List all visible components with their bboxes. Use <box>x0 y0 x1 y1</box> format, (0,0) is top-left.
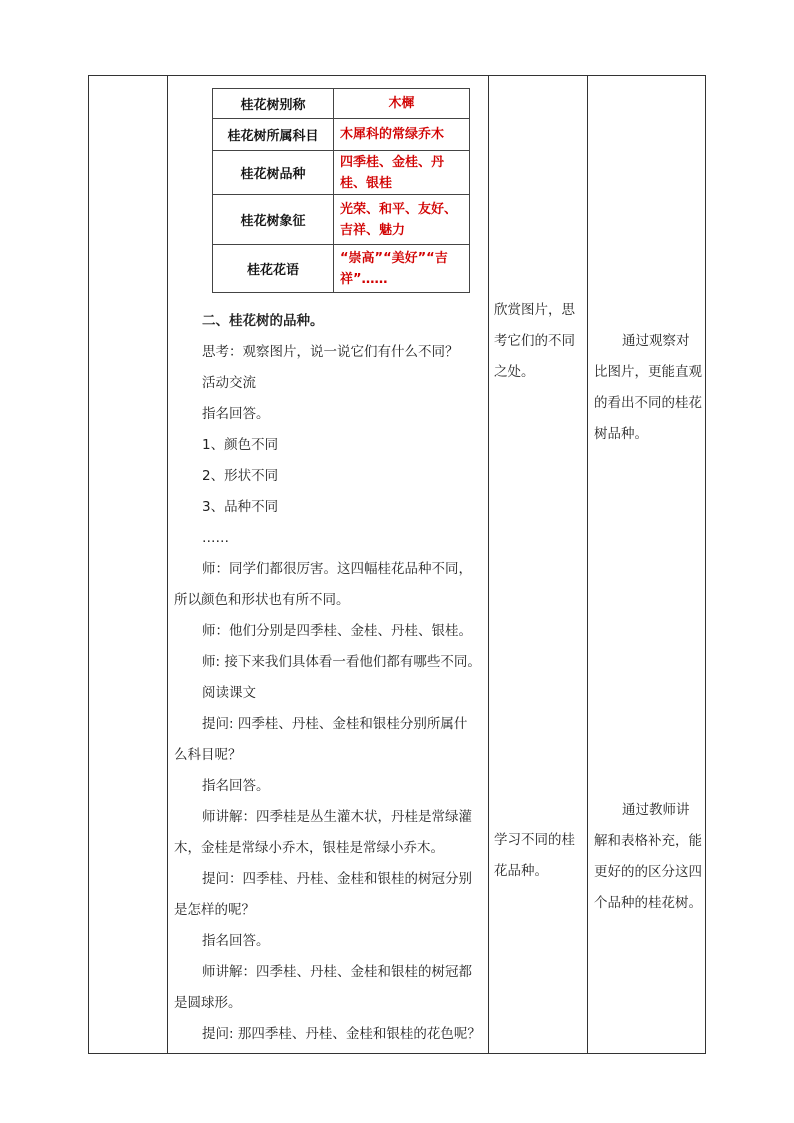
info-value: 四季桂、金桂、丹桂、银桂 <box>334 151 470 195</box>
column-divider-1 <box>167 75 168 1054</box>
content-line: 所以颜色和形状也有所不同。 <box>174 592 350 608</box>
design-purpose-text: 通过教师讲解和表格补充，能更好的的区分这四个品种的桂花树。 <box>594 802 702 911</box>
content-line: 2、形状不同 <box>202 468 279 484</box>
info-label: 桂花花语 <box>213 245 334 293</box>
content-line: 指名回答。 <box>202 406 270 422</box>
info-row <box>213 119 470 151</box>
content-line: 师: 接下来我们具体看一看他们都有哪些不同。 <box>202 654 481 670</box>
content-line: 指名回答。 <box>202 778 270 794</box>
info-value: 木犀科的常绿乔木 <box>334 119 470 151</box>
content-line: 是怎样的呢？ <box>174 902 255 918</box>
content-line: 师：同学们都很厉害。这四幅桂花品种不同， <box>202 561 472 577</box>
student-activity-1 <box>494 295 584 388</box>
design-purpose-1 <box>594 326 702 450</box>
design-purpose-2 <box>594 795 702 919</box>
column-divider-2 <box>488 75 489 1054</box>
info-row <box>213 245 470 293</box>
info-label: 桂花树别称 <box>213 89 334 119</box>
info-value: 木樨 <box>334 89 470 119</box>
content-line: 么科目呢？ <box>174 747 242 763</box>
section-heading: 二、桂花树的品种。 <box>202 313 324 329</box>
design-purpose-text: 通过观察对比图片，更能直观的看出不同的桂花树品种。 <box>594 333 702 442</box>
content-line: 提问: 四季桂、丹桂、金桂和银桂分别所属什 <box>202 716 468 732</box>
content-line: 提问: 那四季桂、丹桂、金桂和银桂的花色呢？ <box>202 1026 481 1042</box>
content-line: 指名回答。 <box>202 933 270 949</box>
info-value: 光荣、和平、友好、吉祥、魅力 <box>334 195 470 245</box>
info-label: 桂花树象征 <box>213 195 334 245</box>
info-row <box>213 195 470 245</box>
content-line: 1、颜色不同 <box>202 437 279 453</box>
content-line: 师：他们分别是四季桂、金桂、丹桂、银桂。 <box>202 623 472 639</box>
info-label: 桂花树品种 <box>213 151 334 195</box>
content-line: …… <box>202 530 229 546</box>
content-line: 师讲解：四季桂是丛生灌木状，丹桂是常绿灌 <box>202 809 472 825</box>
content-line: 师讲解：四季桂、丹桂、金桂和银桂的树冠都 <box>202 964 472 980</box>
student-activity-text: 学习不同的桂花品种。 <box>494 832 575 879</box>
content-line: 阅读课文 <box>202 685 256 701</box>
content-line: 3、品种不同 <box>202 499 279 515</box>
student-activity-text: 欣赏图片，思考它们的不同之处。 <box>494 302 575 380</box>
osmanthus-info-table <box>212 88 470 293</box>
student-activity-2 <box>494 825 584 887</box>
content-line: 提问：四季桂、丹桂、金桂和银桂的树冠分别 <box>202 871 472 887</box>
content-line: 思考：观察图片，说一说它们有什么不同？ <box>202 344 459 360</box>
info-value: “崇高”“美好”“吉祥”…… <box>334 245 470 293</box>
info-row <box>213 151 470 195</box>
teacher-activity-column <box>174 306 484 1050</box>
info-row <box>213 89 470 119</box>
info-label: 桂花树所属科目 <box>213 119 334 151</box>
column-divider-3 <box>587 75 588 1054</box>
content-line: 活动交流 <box>202 375 256 391</box>
content-line: 是圆球形。 <box>174 995 242 1011</box>
content-line: 木，金桂是常绿小乔木，银桂是常绿小乔木。 <box>174 840 444 856</box>
